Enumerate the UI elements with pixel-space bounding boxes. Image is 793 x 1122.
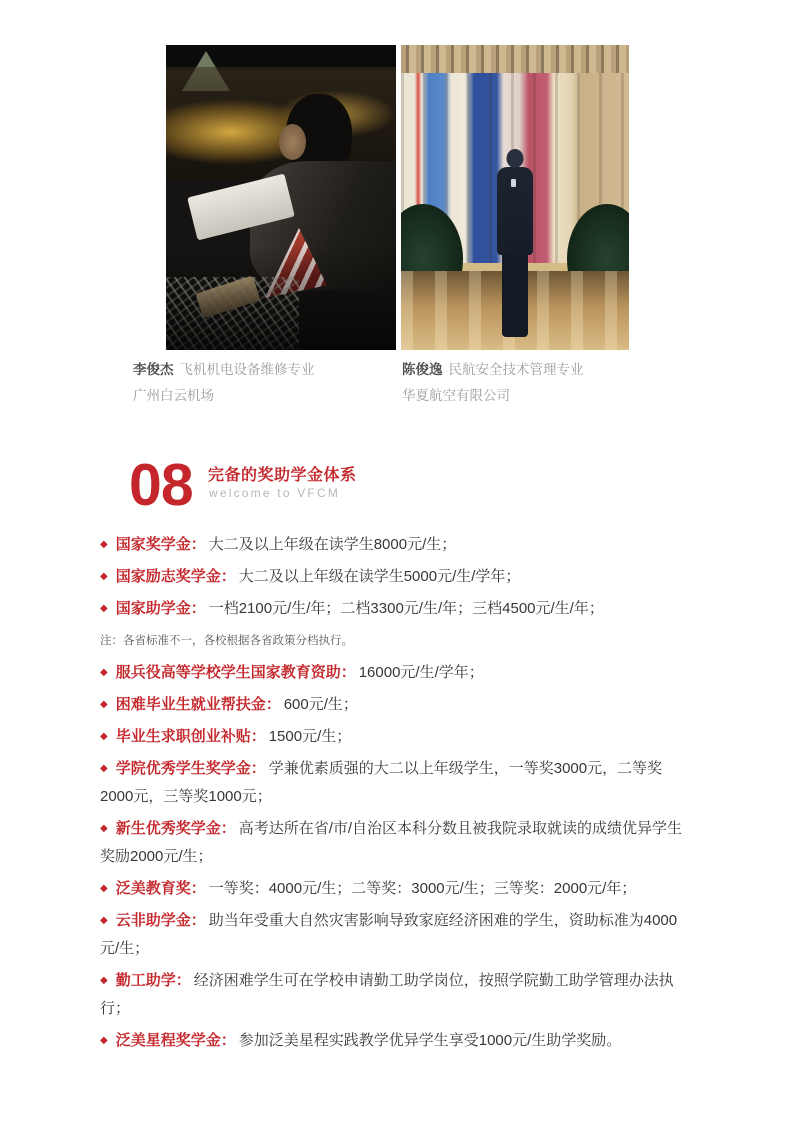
- scholarship-item-label: 国家奖学金：: [115, 536, 206, 553]
- diamond-bullet-icon: ◆: [100, 763, 108, 774]
- scholarship-item-text: 一档2100元/生/年；二档3300元/生/年；三档4500元/生/年；: [208, 600, 604, 617]
- scholarship-list: [100, 531, 695, 1059]
- diamond-bullet-icon: ◆: [100, 883, 108, 894]
- graduate-photo-right: [401, 45, 629, 350]
- scholarship-item-text: 学兼优素质强的大二以上年级学生，一等奖3000元，二等奖2000元，三等奖1000元；: [100, 760, 663, 805]
- diamond-bullet-icon: ◆: [100, 603, 108, 614]
- scholarship-item: [100, 659, 695, 687]
- caption-line1: [133, 357, 395, 383]
- graduate-name: 李俊杰: [133, 362, 174, 377]
- scholarship-item: [100, 595, 695, 623]
- scholarship-item-label: 云非助学金：: [115, 912, 206, 929]
- section-subtitle: welcome to VFCM: [209, 486, 341, 500]
- graduate-major: 飞机机电设备维修专业: [179, 362, 315, 377]
- scholarship-item-label: 学院优秀学生奖学金：: [115, 760, 266, 777]
- scholarship-item-label: 国家助学金：: [115, 600, 206, 617]
- scholarship-item: [100, 907, 695, 963]
- scholarship-item: [100, 563, 695, 591]
- scholarship-item: [100, 691, 695, 719]
- diamond-bullet-icon: ◆: [100, 1035, 108, 1046]
- scholarship-item-text: 16000元/生/学年；: [358, 664, 484, 681]
- scholarship-item-text: 参加泛美星程实践教学优异学生享受1000元/生助学奖励。: [238, 1032, 622, 1049]
- scholarship-item-label: 毕业生求职创业补贴：: [115, 728, 266, 745]
- caption-line1: [402, 357, 664, 383]
- section-number: 08: [129, 452, 193, 518]
- scholarship-item: [100, 531, 695, 559]
- scholarship-item-text: 1500元/生；: [268, 728, 352, 745]
- scholarship-item-text: 经济困难学生可在学校申请勤工助学岗位，按照学院勤工助学管理办法执行；: [100, 972, 674, 1017]
- section-title: 完备的奖助学金体系: [208, 467, 357, 484]
- diamond-bullet-icon: ◆: [100, 571, 108, 582]
- diamond-bullet-icon: ◆: [100, 975, 108, 986]
- diamond-bullet-icon: ◆: [100, 731, 108, 742]
- scholarship-item-label: 泛美星程奖学金：: [115, 1032, 236, 1049]
- diamond-bullet-icon: ◆: [100, 667, 108, 678]
- caption-left: [133, 357, 395, 409]
- diamond-bullet-icon: ◆: [100, 915, 108, 926]
- scholarship-item: [100, 875, 695, 903]
- scholarship-item-label: 困难毕业生就业帮扶金：: [115, 696, 281, 713]
- scholarship-item: [100, 815, 695, 871]
- scholarship-item-label: 泛美教育奖：: [115, 880, 206, 897]
- photo-bottom-shade: [166, 246, 396, 350]
- scholarship-item-label: 服兵役高等学校学生国家教育资助：: [115, 664, 356, 681]
- graduate-employer: 广州白云机场: [133, 388, 214, 403]
- diamond-bullet-icon: ◆: [100, 699, 108, 710]
- graduate-employer: 华夏航空有限公司: [402, 388, 510, 403]
- scholarship-item: [100, 1027, 695, 1055]
- photo-person-legs: [502, 249, 528, 337]
- scholarship-item: [100, 967, 695, 1023]
- photo-person-face: [279, 124, 306, 160]
- scholarship-item-text: 大二及以上年级在读学生5000元/生/学年；: [238, 568, 521, 585]
- scholarship-item-text: 600元/生；: [283, 696, 358, 713]
- scholarship-item-text: 大二及以上年级在读学生8000元/生；: [208, 536, 457, 553]
- caption-right: [402, 357, 664, 409]
- scholarship-item-text: 一等奖：4000元/生；二等奖：3000元/生；三等奖：2000元/年；: [208, 880, 637, 897]
- scholarship-item: [100, 755, 695, 811]
- scholarship-item-label: 新生优秀奖学金：: [115, 820, 236, 837]
- diamond-bullet-icon: ◆: [100, 823, 108, 834]
- diamond-bullet-icon: ◆: [100, 539, 108, 550]
- scholarship-item-label: 国家励志奖学金：: [115, 568, 236, 585]
- graduate-name: 陈俊逸: [402, 362, 443, 377]
- graduate-photo-left: [166, 45, 396, 350]
- scholarship-item-text: 助当年受重大自然灾害影响导致家庭经济困难的学生，资助标准为4000元/生；: [100, 912, 678, 957]
- scholarship-item: [100, 723, 695, 751]
- photo-person-head: [507, 149, 524, 168]
- scholarship-note: 注：各省标准不一，各校根据各省政策分档执行。: [100, 635, 353, 647]
- scholarship-item-label: 勤工助学：: [115, 972, 191, 989]
- graduate-major: 民航安全技术管理专业: [448, 362, 584, 377]
- scholarship-item-text: 高考达所在省/市/自治区本科分数且被我院录取就读的成绩优异学生奖励2000元/生；: [100, 820, 683, 865]
- photo-person-badge: [511, 179, 516, 187]
